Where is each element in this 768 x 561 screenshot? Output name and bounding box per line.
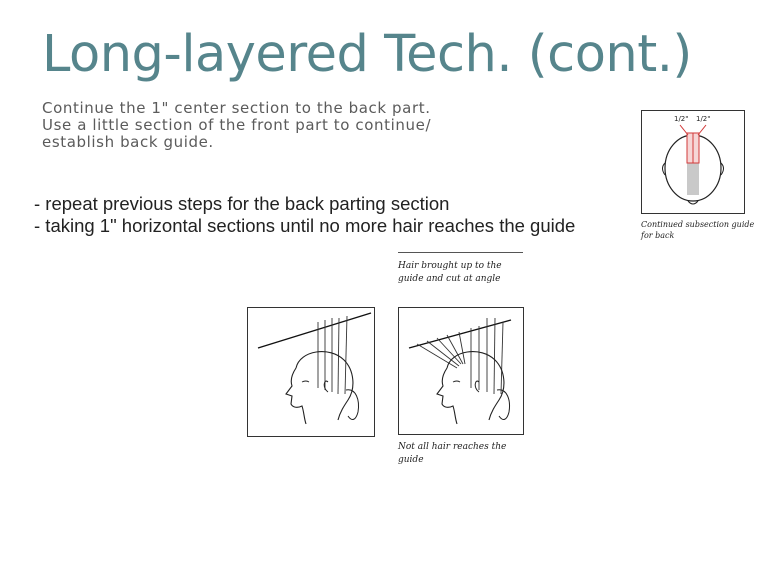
side-profile-figure-1 [247,307,375,437]
slide-title: Long-layered Tech. (cont.) [42,25,692,84]
bullet-list [34,193,575,237]
intro-line: Use a little section of the front part to continue/ [42,116,432,134]
intro-line: Continue the 1" center section to the back part. [42,99,431,117]
intro-line: establish back guide. [42,133,214,151]
guide-caption: Hair brought up to the guide and cut at angle [398,261,502,284]
measure-label-left: 1/2" [674,115,689,123]
bullet-item: - taking 1" horizontal sections until no more hair reaches the guide [34,215,576,236]
caption-rule [398,252,523,253]
side-profile-illustration [248,308,374,436]
side-profile-figure-2 [398,307,524,435]
intro-text [42,100,602,151]
top-view-figure [641,110,745,214]
top-view-caption: Continued subsection guide for back [641,220,755,240]
head-top-view-illustration [642,111,744,213]
angled-cut-illustration [399,308,523,434]
not-all-caption: Not all hair reaches the guide [398,442,507,465]
measure-label-right: 1/2" [696,115,711,123]
bullet-item: - repeat previous steps for the back parting section [34,193,450,214]
